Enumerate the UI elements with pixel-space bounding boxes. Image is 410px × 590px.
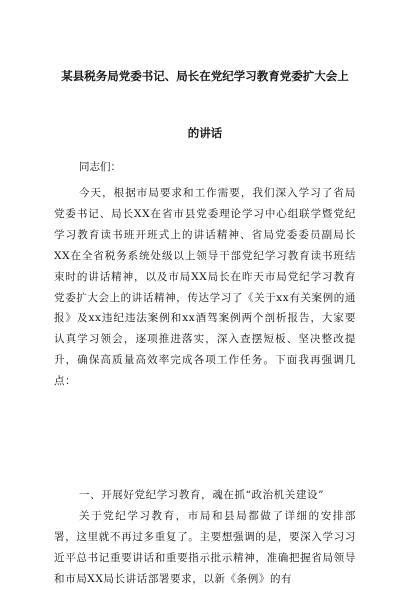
salutation: 同志们：	[79, 161, 121, 173]
paragraph-section-1: 关于党纪学习教育，市局和县局都做了详细的安排部署，这里就不再过多重复了。主要想强调的是，要深入学习习近平总书记重要讲话和重要指示批示精神，准确把握省局领导和市局XX局长讲话部署要求，以新《条例》的有	[54, 510, 356, 585]
document-title: 某县税务局党委书记、局长在党纪学习教育党委扩大会上	[61, 69, 349, 83]
document-title-continued: 的讲话	[187, 126, 223, 140]
section-heading-1: 一、开展好党纪学习教育，魂在抓“政治机关建设”	[79, 489, 325, 501]
paragraph-intro: 今天，根据市局要求和工作需要，我们深入学习了省局党委书记、局长XX在省市县党委理论学习中心组联学暨党纪学习教育读书班开班式上的讲话精神、省局党委委员副局长XX在全省税务系统处级以上领导干部党纪学习教育读书班结束时的讲话精神，以及市局XX局长在昨天市局党纪学习教育党委扩大会上的讲话精神，传达学习了《关于xx有关案例的通报》及xx违纪违法案例和xx酒驾案例两个剖析报告，大家要认真学习领会，逐项推进落实，深入查摆短板、坚决整改提升，确保高质量高效率完成各项工作任务。下面我再强调几点：	[54, 187, 356, 388]
